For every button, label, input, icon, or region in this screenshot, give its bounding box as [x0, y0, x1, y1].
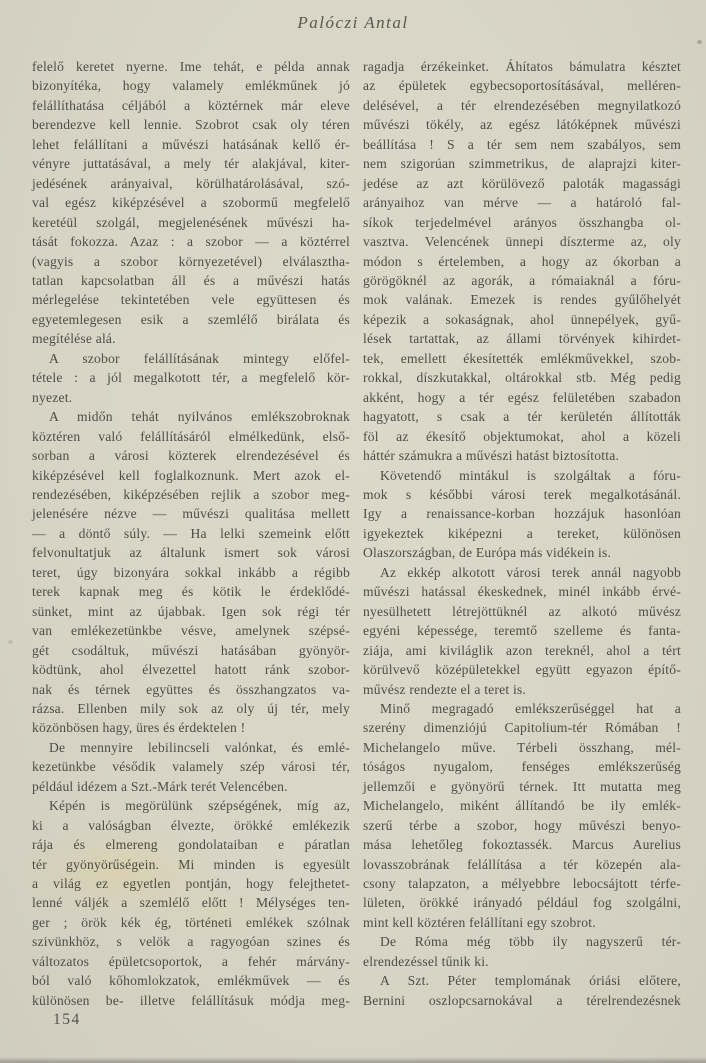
text-line: mása lehetőleg fokoztassék. Marcus Aurelius: [363, 837, 681, 853]
text-line: megítélése alá.: [32, 331, 116, 347]
text-line: jellemzői e gyönyörű térnek. Itt mutatta meg: [363, 778, 681, 794]
paragraph: [32, 407, 350, 738]
text-line: lések tartattak, az állami törvények kihirdet-: [363, 331, 681, 347]
text-line: nyesülhetett létrejöttüknél az alkotó művész: [363, 603, 681, 619]
text-line: ki a valóságban élvezte, örökké emlékezik: [32, 817, 350, 833]
page-number: 154: [53, 1011, 81, 1028]
text-line: vényre juttatásával, a mely tér alakjával, kiter-: [32, 156, 350, 172]
text-line: képezik a sokaságnak, ahol ünnepélyek, gyű-: [363, 311, 681, 327]
text-line: művész rendezte el a teret is.: [363, 681, 527, 697]
text-line: felelő keretet nyerne. Ime tehát, e példa annak: [32, 59, 350, 74]
text-line: síkok terjedelmével arányos összhangba ol-: [363, 214, 681, 230]
text-line: terek kapnak meg és kötik le érdeklődé-: [32, 584, 350, 600]
left-text-column: [32, 57, 350, 1010]
text-line: közönbösen hagy, üres és érdektelen !: [32, 720, 246, 736]
text-line: jedése az azt körülövező paloták magassági: [363, 175, 681, 191]
scan-speck: [697, 40, 702, 44]
text-line: beállítása ! S a tér sem nem szabályos, sem: [363, 136, 681, 152]
text-line: nak és térnek együttes és összhangzatos va-: [32, 681, 350, 697]
text-line: ból való kőhomlokzatok, emlékművek — és: [32, 973, 350, 989]
text-columns: [32, 57, 681, 1010]
text-line: szivünkhöz, s velök a ragyogóan szines és: [32, 934, 350, 950]
text-line: Bernini oszlopcsarnokával a térelrendezésnek: [363, 992, 681, 1008]
text-line: mérlegelése tekintetében vele együttesen és: [32, 292, 350, 308]
text-line: kezetünkbe vésődik valamely szép városi tér,: [32, 759, 350, 775]
text-line: egyetemlegesen esik a szemlélő birálata és: [32, 311, 350, 327]
text-line: delésével, a tér elrendezésében megnyilatkozó: [363, 97, 681, 113]
text-line: az épületek egybecsoportosításával, melléren-: [363, 78, 681, 94]
text-line: körülvevő középületekkel együtt egyazon építő-: [363, 662, 681, 678]
text-line: változatos épületcsoportok, a fehér márvány-: [32, 953, 350, 969]
text-line: Az ekkép alkotott városi terek annál nagyobb: [380, 564, 681, 580]
text-line: tatlan kapcsolatban áll és a művészi hatás: [32, 272, 350, 288]
text-line: rendezésében, kiképzésében rejlik a szobor meg-: [32, 486, 350, 502]
text-line: tóságos nyugalom, fenséges emlékszerűség: [363, 759, 681, 775]
text-line: a világ ez egyetlen pontján, hogy felejthetet-: [32, 876, 350, 892]
text-line: — a döntő súly. — Ha lelki szemeink előtt: [32, 525, 350, 541]
text-line: rája és elmereng gondolataiban e páratlan: [32, 837, 350, 853]
running-head-author: Palóczi Antal: [297, 13, 409, 32]
text-line: van emlékezetünkbe vésve, amelynek szépsé-: [32, 623, 350, 639]
text-line: lületen, örökké irányadó például fog szolgálni,: [363, 895, 681, 911]
text-line: hagyatott, s csak a tér kerületén állították: [363, 409, 681, 425]
text-line: sorban a városi közterek elrendezésével és: [32, 448, 350, 464]
paragraph: [363, 971, 681, 1010]
text-line: kiképzésével kell foglalkoznunk. Mert azok el-: [32, 467, 350, 483]
text-line: akként, hogy a tér egész felületében szabadon: [363, 389, 681, 405]
text-line: teret, úgy bizonyára sokkal inkább a régibb: [32, 564, 350, 580]
paragraph: [32, 57, 350, 349]
text-line: felállíthatása céljából a köztérnek már eleve: [32, 97, 350, 113]
text-line: vasztva. Velencének ünnepi díszterme az, oly: [363, 234, 681, 250]
text-line: görögöknél az agorák, a rómaiaknál a fóru-: [363, 272, 681, 288]
text-line: ragadja érzékeinket. Áhítatos bámulatra késztet: [363, 59, 681, 74]
text-line: A midőn tehát nyilvános emlékszobroknak: [49, 409, 350, 425]
text-line: gét csodáltuk, művészi hatásában gyönyör-: [32, 642, 350, 658]
text-line: Minő megragadó emlékszerűséggel hat a: [380, 700, 681, 716]
text-line: Képén is megörülünk szépségének, míg az,: [49, 798, 350, 814]
text-line: rázsa. Ellenben mily sok az oly új tér, mely: [32, 700, 350, 716]
text-line: lovasszobrának felállítása a tér közepén ala-: [363, 856, 681, 872]
text-line: lehet felállítani a művészi hatásának kellő ér-: [32, 136, 350, 152]
text-line: ziája, ami kiviláglik azon tereknél, ahol a tért: [363, 642, 681, 658]
paragraph: [32, 796, 350, 1010]
text-line: különösen be- illetve felállításuk módja meg-: [32, 992, 350, 1008]
text-line: Olaszországban, de Európa más vidékein is.: [363, 545, 612, 561]
text-line: berendezve kell lennie. Szobrot csak oly téren: [32, 117, 350, 133]
text-line: tását fokozza. Azaz : a szobor — a köztérrel: [32, 234, 350, 250]
text-line: nem szigorúan szimmetrikus, de alaprajzi kiter-: [363, 156, 681, 172]
scan-bottom-edge: [0, 1057, 706, 1063]
text-line: ködtünk, ahol élvezettel hatott ránk szobor-: [32, 662, 350, 678]
right-text-column: [363, 57, 681, 1010]
text-line: felvonultatjuk az általunk ismert sok városi: [32, 545, 350, 561]
text-line: igyekeztek kiképezni a tereket, különösen: [363, 525, 681, 541]
text-line: ger ; örök kék ég, történeti emlékek szólnak: [32, 914, 350, 930]
paragraph: [32, 349, 350, 407]
paragraph: [363, 466, 681, 563]
text-line: jedésének arányaival, körülhatárolásával, szó-: [32, 175, 350, 191]
paragraph: [32, 738, 350, 796]
text-line: tér gyönyörűségein. Mi minden is egyesült: [32, 856, 350, 872]
text-line: mok s későbbi városi terek megalkotásánál.: [363, 486, 681, 502]
text-line: köztéren való felállításáról elmélkedünk, első-: [32, 428, 350, 444]
text-line: Igy a renaissance-korban hozzájuk hasonlóan: [363, 506, 681, 522]
text-line: tek, emellett ékesítették emlékművekkel, szob-: [363, 350, 681, 366]
paragraph: [363, 57, 681, 466]
text-line: művészi hatással ékeskednek, minél inkább érvé-: [363, 584, 681, 600]
text-line: tétele : a jól megalkotott tér, a megfelelő kör-: [32, 370, 350, 386]
text-line: keretéül szolgál, megjelenésének művészi ha-: [32, 214, 350, 230]
text-line: szerény dimenziójú Capitolium-tér Rómában !: [363, 720, 681, 736]
paragraph: [363, 563, 681, 699]
text-line: művészi tökély, az egész látóképnek művészi: [363, 117, 681, 133]
text-line: mint kell köztéren felállítani egy szobrot.: [363, 914, 596, 930]
text-line: csony talapzaton, a mélyebbre lebocsájtott térfe-: [363, 876, 681, 892]
paragraph: [363, 932, 681, 971]
scan-speck: [8, 640, 13, 644]
text-line: De Róma még több ily nagyszerű tér-: [380, 934, 681, 950]
text-line: módon s értelemben, a hogy az ókorban a: [363, 253, 681, 269]
text-line: Michelangelo műve. Térbeli összhang, mél-: [363, 739, 681, 755]
text-line: föl az ékesítő objektumokat, ahol a közeli: [363, 428, 681, 444]
text-line: (vagyis a szobor környezetével) elválasztha-: [32, 253, 350, 269]
text-line: szerű térbe a szobor, hogy művészi benyo-: [363, 817, 681, 833]
paragraph: [363, 699, 681, 932]
text-line: val egész kiképzésével a szobormű megfelelő: [32, 195, 350, 211]
text-line: például idézem a Szt.-Márk terét Velencében.: [32, 778, 288, 794]
text-line: De mennyire lebilincseli valónkat, és emlé-: [49, 739, 350, 755]
text-line: arányaihoz van mérve — a határoló fal-: [363, 195, 681, 211]
text-line: A szobor felállításának mintegy előfel-: [49, 350, 350, 366]
text-line: Követendő mintákul is szolgáltak a fóru-: [380, 467, 681, 483]
text-line: egyéni képessége, teremtő szelleme és fanta-: [363, 623, 681, 639]
text-line: sünket, mint az újabbak. Igen sok régi tér: [32, 603, 350, 619]
text-line: A Szt. Péter templomának óriási előtere,: [380, 973, 681, 989]
text-line: háttér számukra a művészi hatást biztosította.: [363, 448, 620, 464]
text-line: bizonyítéka, hogy valamely emlékműnek jó: [32, 78, 350, 94]
text-line: jelenésére nézve — művészi qualitása mellett: [32, 506, 350, 522]
text-line: lenné váljék a szemlélő előtt ! Mélységes ten-: [32, 895, 350, 911]
text-line: mok valának. Emezek is rendes gyűlőhelyét: [363, 292, 681, 308]
text-line: rokkal, díszkutakkal, oltárokkal stb. Még pedig: [363, 370, 681, 386]
text-line: nyezet.: [32, 389, 73, 405]
text-line: elrendezéssel tűnik ki.: [363, 953, 489, 969]
text-line: Michelangelo, miként állítandó be ily emlék-: [363, 798, 681, 814]
